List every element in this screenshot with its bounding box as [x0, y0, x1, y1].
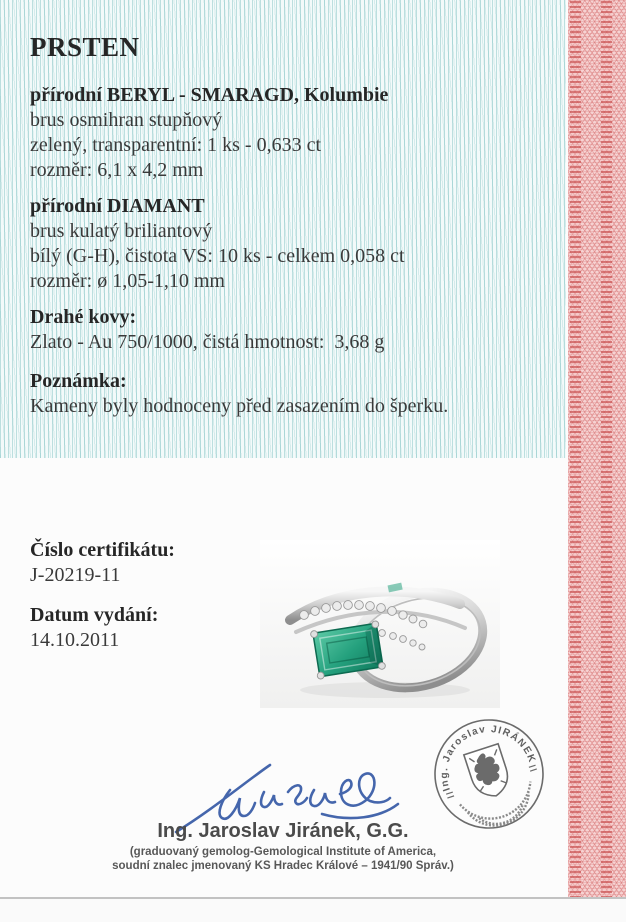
diamant-size: rozměr: ø 1,05-1,10 mm	[30, 270, 225, 292]
section-metals	[30, 305, 384, 355]
notary-stamp	[430, 714, 548, 834]
diamant-header: přírodní DIAMANT	[30, 195, 205, 217]
stamp-ring-text: Ing. Jaroslav JIRÁNEK	[438, 724, 538, 793]
note-text: Kameny byly hodnoceny před zasazením do šperku.	[30, 395, 449, 417]
beryl-color-weight: zelený, transparentní: 1 ks - 0,633 ct	[30, 134, 322, 156]
page-title: PRSTEN	[30, 32, 140, 62]
certificate-number-label: Číslo certifikátu:	[30, 539, 175, 561]
diamant-color-weight: bílý (G-H), čistota VS: 10 ks - celkem 0,058 ct	[30, 245, 405, 267]
beryl-size: rozměr: 6,1 x 4,2 mm	[30, 159, 204, 181]
ring-photo	[260, 540, 500, 708]
guilloche-pink-border	[568, 0, 626, 898]
footer-margin	[0, 899, 626, 922]
section-diamant	[30, 194, 405, 294]
issue-date-label: Datum vydání:	[30, 604, 159, 626]
section-note	[30, 369, 448, 419]
signatory-name: Ing. Jaroslav Jiránek, G.G.	[157, 820, 409, 842]
diamant-cut: brus kulatý briliantový	[30, 220, 213, 242]
signatory-caption-line1: (graduovaný gemolog-Gemological Institute of America,	[129, 846, 437, 858]
note-header: Poznámka:	[30, 370, 127, 392]
pink-zigzag-band	[601, 0, 612, 898]
pink-zigzag-band	[570, 0, 581, 898]
metals-header: Drahé kovy:	[30, 306, 137, 328]
beryl-header: přírodní BERYL - SMARAGD, Kolumbie	[30, 84, 389, 106]
metals-value: Zlato - Au 750/1000, čistá hmotnost: 3,68 g	[30, 331, 385, 353]
stamp-emblem	[430, 714, 548, 834]
section-issue-date	[30, 603, 158, 653]
issue-date-value: 14.10.2011	[30, 629, 120, 651]
ring-photo-image	[260, 540, 500, 708]
section-beryl	[30, 83, 388, 183]
beryl-cut: brus osmihran stupňový	[30, 109, 223, 131]
signatory-caption	[43, 846, 523, 873]
section-certificate-number	[30, 538, 175, 588]
certificate-number-value: J-20219-11	[30, 564, 121, 586]
signatory-caption-line2: soudní znalec jmenovaný KS Hradec Králové – 1941/90 Správ.)	[112, 859, 454, 872]
